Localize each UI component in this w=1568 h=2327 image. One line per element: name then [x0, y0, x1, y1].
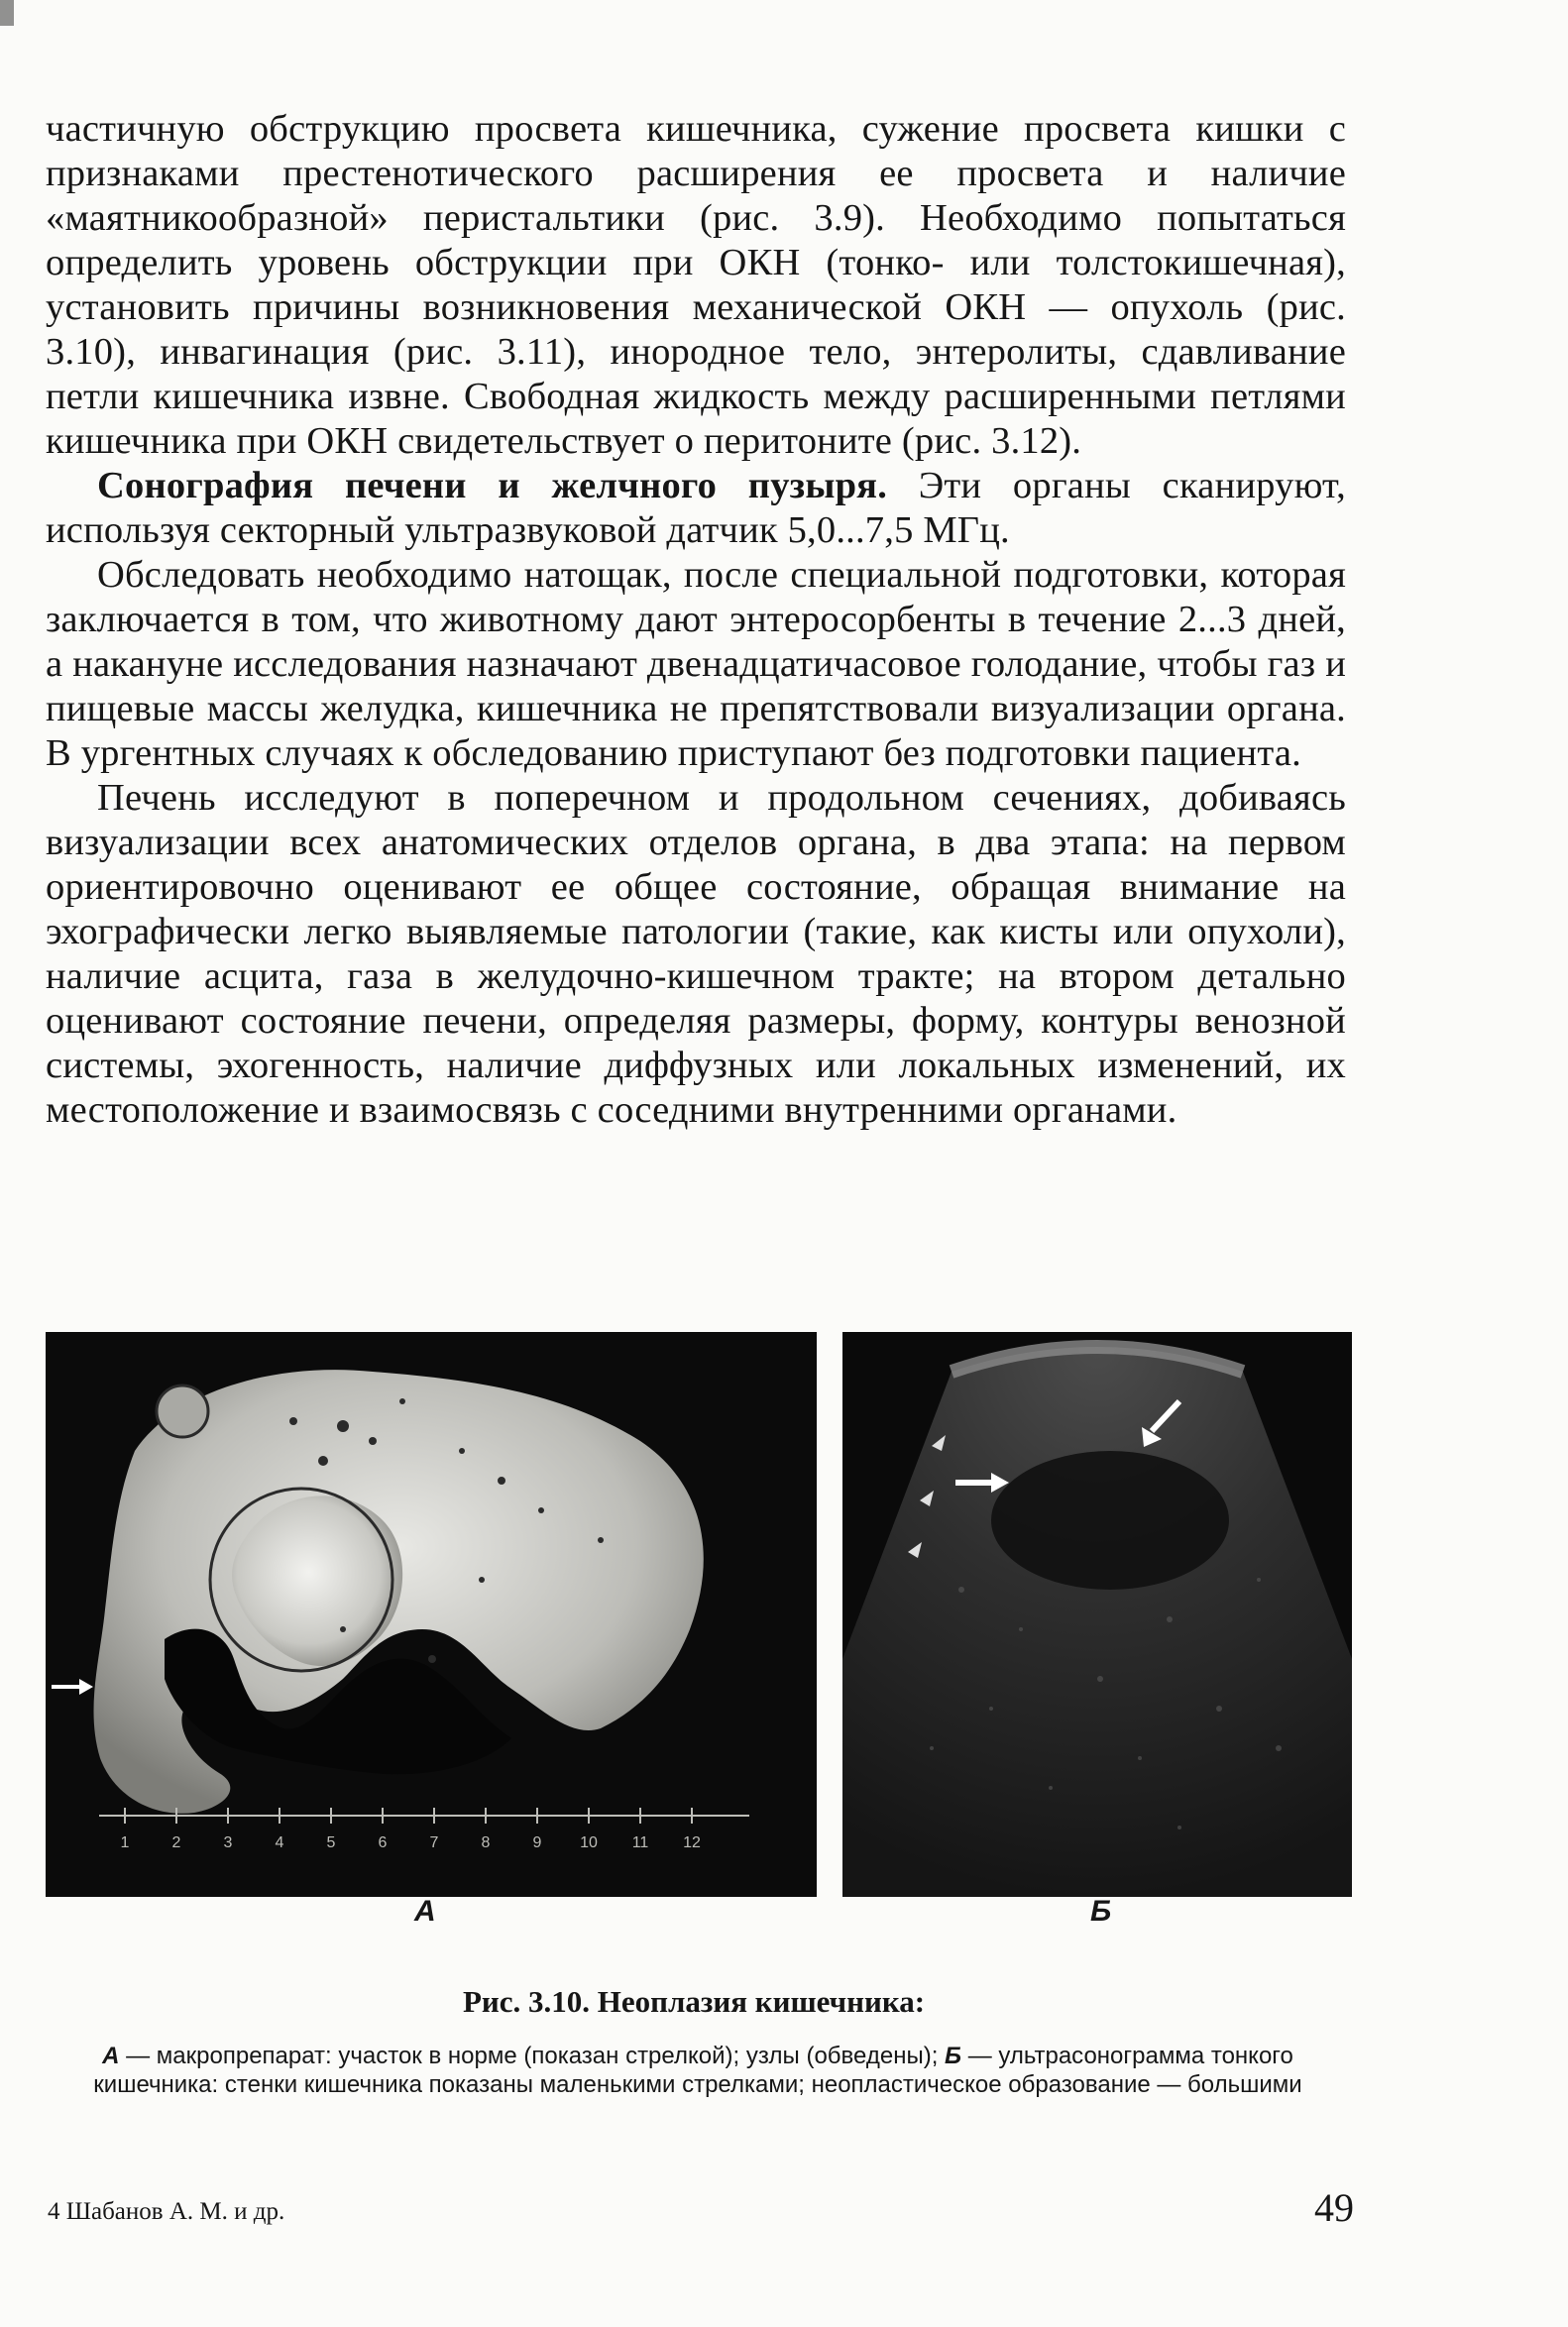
macropreparation-image	[46, 1332, 817, 1897]
caption-letter-a: А	[102, 2043, 120, 2069]
paragraph-2	[46, 464, 1346, 553]
ruler-label-8: 8	[481, 1834, 491, 1851]
ruler-label-2: 2	[171, 1834, 181, 1851]
paragraph-1: частичную обструкцию просвета кишечника, сужение просвета кишки с признаками престенотического расширения ее просвета и наличие «маятникообразной» перистальтики (рис. 3.9). Необходимо попытаться определить уровень обструкции при ОКН (тонко- или толстокишечная), установить причины возникновения механической ОКН — опухоль (рис. 3.10), инвагинация (рис. 3.11), инородное тело, энтеролиты, сдавливание петли кишечника извне. Свободная жидкость между расширенными петлями кишечника при ОКН свидетельствует о перитоните (рис. 3.12).	[46, 108, 1346, 462]
paragraph-3: Обследовать необходимо натощак, после специальной подготовки, которая заключается в том, что животному дают энтеросорбенты в течение 2...3 дней, а накануне исследования назначают двенадцатичасовое голодание, чтобы газ и пищевые массы желудка, кишечника не препятствовали визуализации органа. В ургентных случаях к обследованию приступают без подготовки пациента.	[46, 554, 1346, 774]
ruler-label-7: 7	[429, 1834, 439, 1851]
caption-part-a: — макропрепарат: участок в норме (показан стрелкой); узлы (обведены);	[119, 2043, 946, 2069]
section-heading-liver: Сонография печени и желчного пузыря.	[97, 465, 888, 506]
paragraph-4: Печень исследуют в поперечном и продольном сечениях, добиваясь визуализации всех анатомических отделов органа, в два этапа: на первом ориентировочно оценивают ее общее состояние, обращая внимание на эхографически легко выявляемые патологии (такие, как кисты или опухоли), наличие асцита, газа в желудочно-кишечном тракте; на втором детально оценивают состояние печени, определяя размеры, форму, контуры венозной системы, эхогенность, наличие диффузных или локальных изменений, их местоположение и взаимосвязь с соседними внутренними органами.	[46, 777, 1346, 1131]
paragraph-2-text: Эти органы сканируют, используя секторный ультразвуковой датчик 5,0...7,5 МГц.	[46, 465, 1346, 551]
ruler-label-4: 4	[275, 1834, 284, 1851]
ruler-label-3: 3	[223, 1834, 233, 1851]
page-number: 49	[1314, 2185, 1354, 2230]
body-text	[46, 107, 1346, 1133]
figure-label-a: А	[414, 1895, 436, 1928]
ruler-label-1: 1	[120, 1834, 130, 1851]
ruler-label-5: 5	[326, 1834, 336, 1851]
ruler-label-12: 12	[683, 1834, 701, 1851]
figure-label-b: Б	[1090, 1895, 1112, 1928]
ruler-label-6: 6	[378, 1834, 388, 1851]
footer-signature: 4 Шабанов А. М. и др.	[48, 2198, 285, 2225]
scan-edge-mark	[0, 0, 14, 26]
ultrasonogram-image	[842, 1332, 1352, 1897]
ruler-label-11: 11	[631, 1834, 649, 1851]
figure-a-photo	[46, 1332, 817, 1897]
figure-caption	[46, 2042, 1350, 2099]
caption-letter-b: Б	[945, 2043, 962, 2069]
ruler-label-10: 10	[580, 1834, 598, 1851]
caption-part-b: — ультрасонограмма тонкого кишечника: стенки кишечника показаны маленькими стрелками; неопластическое образование — большими	[93, 2043, 1302, 2098]
ruler-label-9: 9	[532, 1834, 542, 1851]
figure-title: Рис. 3.10. Неоплазия кишечника:	[462, 1984, 926, 2019]
figure-b-ultrasound	[842, 1332, 1352, 1897]
